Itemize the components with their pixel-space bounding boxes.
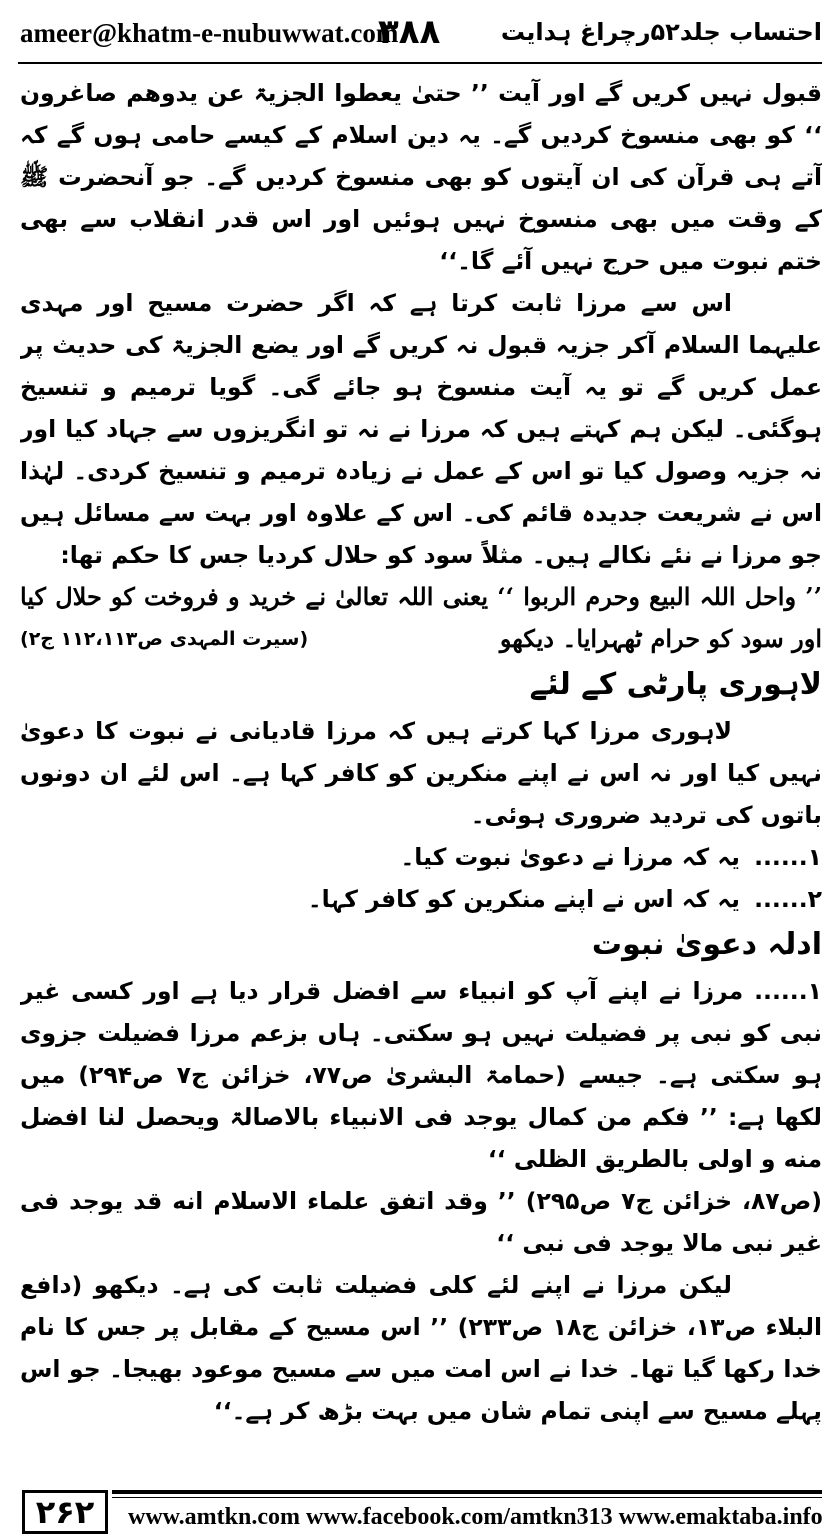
page-header [0, 0, 840, 60]
paragraph-2: اس سے مرزا ثابت کرتا ہے کہ اگر حضرت مسیح اور مہدی علیہما السلام آکر جزیہ قبول نہ کریں گے اور یضع الجزیۃ کی حدیث پر عمل کریں گے تو یہ آیت منسوخ ہو جائے گی۔ گویا ترمیم و تنسیخ ہوگئی۔ لیکن ہم کہتے ہیں کہ مرزا نے نہ تو انگریزوں سے جہاد کیا اور نہ جزیہ وصول کیا تو اس کے عمل نے زیادہ ترمیم و تنسیخ کردی۔ لہٰذا اس نے شریعت جدیدہ قائم کی۔ اس کے علاوہ اور بہت سے مسائل ہیں جو مرزا نے نئے نکالے ہیں۔ مثلاً سود کو حلال کردیا جس کا حکم تھا: [20, 289, 822, 569]
list-item-number: ۱...... [754, 843, 822, 871]
paragraph-4: ۱...... مرزا نے اپنے آپ کو انبیاء سے افضل قرار دیا ہے اور کسی غیر نبی کو نبی پر فضیلت نہیں ہو سکتی۔ ہاں بزعم مرزا فضیلت جزوی ہو سکتی ہے۔ جیسے (حمامۃ البشریٰ ص۷۷، خزائن ج۷ ص۲۹۴) میں لکھا ہے: ’’ فکم من کمال یوجد فی الانبیاء بالاصالۃ ویحصل لنا افضل منه و اولی بالطریق الظلی ‘‘ [20, 977, 822, 1173]
paragraph-5: (ص۸۷، خزائن ج۷ ص۲۹۵) ’’ وقد اتفق علماء الاسلام انه قد یوجد فی غیر نبی مالا یوجد فی نبی ‘‘ [20, 1187, 822, 1257]
footer-links[interactable]: www.amtkn.com www.facebook.com/amtkn313 www.emaktaba.info [128, 1504, 823, 1530]
quote-block [20, 576, 822, 660]
page-content [20, 72, 822, 1447]
footer-divider-thin [112, 1497, 822, 1498]
list-item-text: یہ کہ اس نے اپنے منکرین کو کافر کہا۔ [307, 885, 740, 913]
header-title: احتساب جلد۵۲رچراغ ہدایت [500, 18, 822, 46]
paragraph-3: لاہوری مرزا کہا کرتے ہیں کہ مرزا قادیانی نے نبوت کا دعویٰ نہیں کیا اور نہ اس نے اپنے منکرین کو کافر کہا ہے۔ اس لئے ان دونوں باتوں کی تردید ضروری ہوئی۔ [20, 717, 822, 829]
header-page-number: ۳۸۸ [378, 12, 441, 52]
header-email: ameer@khatm-e-nubuwwat.com [20, 18, 399, 48]
quote-reference: (سیرت المہدی ص۱۱۲،۱۱۳ ج۲) [20, 628, 309, 650]
list-item-number: ۲...... [754, 885, 822, 913]
paragraph-1: قبول نہیں کریں گے اور آیت ’’ حتیٰ یعطوا الجزیۃ عن یدوھم صاغرون ‘‘ کو بھی منسوخ کردیں گے۔ یہ دین اسلام کے کیسے حامی ہوں گے کہ آتے ہی قرآن کی ان آیتوں کو بھی منسوخ کردیں گے۔ جو آنحضرت ﷺ کے وقت میں بھی منسوخ نہیں ہوئیں اور اس قدر انقلاب سے بھی ختم نبوت میں حرج نہیں آئے گا۔‘‘ [20, 79, 822, 275]
footer-page-number: ۲۶۲ [22, 1490, 108, 1534]
page-footer [0, 1480, 840, 1540]
paragraph-6: لیکن مرزا نے اپنے لئے کلی فضیلت ثابت کی ہے۔ دیکھو (دافع البلاء ص۱۳، خزائن ج۱۸ ص۲۳۳) ’’ اس مسیح کے مقابل پر جس کا نام خدا رکھا گیا تھا۔ خدا نے اس امت میں سے مسیح موعود بھیجا۔ جو اس پہلے مسیح سے اپنی تمام شان میں بہت بڑھ کر ہے۔‘‘ [20, 1271, 822, 1425]
section-heading-claim: ادلہ دعویٰ نبوت [591, 927, 822, 962]
footer-divider-thick [112, 1490, 822, 1494]
header-divider [18, 62, 822, 64]
list-item [20, 878, 822, 920]
section-heading-lahori: لاہوری پارٹی کے لئے [529, 667, 822, 702]
quote-text: ’’ واحل اللہ البیع وحرم الربوا ‘‘ یعنی اللہ تعالیٰ نے خرید و فروخت کو حلال کیا اور سود کو حرام ٹھہرایا۔ دیکھو [20, 582, 822, 653]
list-item [20, 836, 822, 878]
list-item-text: یہ کہ مرزا نے دعویٰ نبوت کیا۔ [400, 843, 740, 871]
